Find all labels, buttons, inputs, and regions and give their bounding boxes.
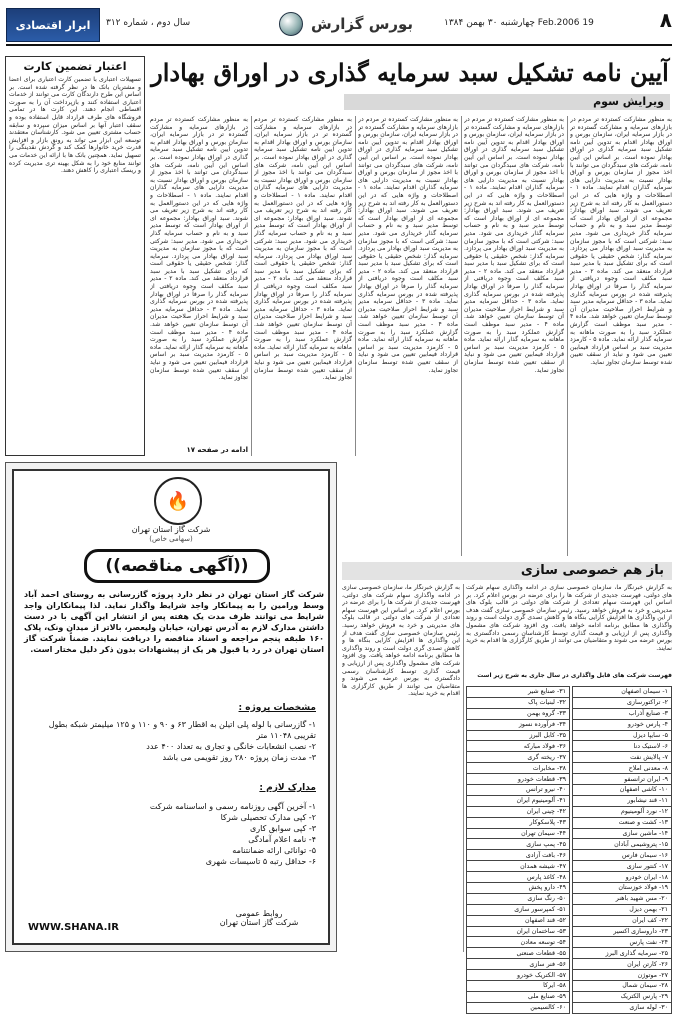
company-name-cell: ۸- معدنی املاح (573, 763, 672, 774)
ad-doc-item: ۵- توانائی ارائه ضمانتنامه (232, 846, 316, 855)
table-row (467, 774, 570, 785)
ad-doc-item: ۳- کپی سوابق کاری (249, 824, 316, 833)
company-name-cell: ۷- پالایش نفت (573, 752, 672, 763)
gas-company-logo-icon: 🔥 (154, 477, 202, 525)
company-name-cell: ۴۱- آلومینیوم ایران (467, 795, 570, 806)
table-row (467, 959, 570, 970)
company-name-cell: ۹- ایران ترانسفو (573, 774, 672, 785)
table-row (573, 763, 672, 774)
ad-spec-item: ۲- نصب انشعابات خانگی و تجاری به تعداد ۴۰۰ عدد (146, 742, 316, 751)
company-name-cell: ۵- سایپا دیزل (573, 730, 672, 741)
article-column: به منظور مشارکت کسترده تر مردم در بازارهای سرمایه و مشارکت گسترده تر در بازار سرمایه ایران، سازمان بورس و اوراق بهادار اقدام به تدوین آیین نامه تشکیل سبد سرمایه گذاری در اوراق بهادار نموده است. بر اساس این آیین نامه، شرکت های سبدگردان می توانند با اخذ مجوز از سازمان بورس و اوراق بهادار نسبت به مدیریت دارایی های سرمایه گذاران اقدام نمایند. ماده ۱ - اصطلاحات و واژه هایی که در این دستورالعمل به کار رفته اند به شرح زیر تعریف می شوند. سبد اوراق بهادار: مجموعه ای از اوراق بهادار است که توسط مدیر سبد و به نام و حساب سرمایه گذار خریداری می شود. مدیر سبد: شرکتی است که با مجوز سازمان به مدیریت سبد اوراق بهادار می پردازد. سرمایه گذار: شخص حقیقی یا حقوقی است که برای تشکیل سبد با مدیر سبد قرارداد منعقد می کند. ماده ۲ - مدیر سبد مکلف است وجوه دریافتی از سرمایه گذار را صرفاً در اوراق بهادار پذیرفته شده در بورس سرمایه گذاری نماید. ماده ۳ - حداقل سرمایه مدیر سبد و شرایط احراز صلاحیت مدیران آن توسط سازمان تعیین خواهد شد. ماده ۴ - مدیر سبد موظف است گزارش عملکرد سبد را به صورت ماهانه به سرمایه گذار ارائه نماید. ماده ۵ - کارمزد مدیریت سبد بر اساس قرارداد فیمابین تعیین می شود و نباید از سقف تعیین شده توسط سازمان تجاوز نماید. (254, 116, 352, 382)
company-name-cell: ۳۵- کابل البرز (467, 730, 570, 741)
company-name-cell: ۳- صنایع آذراب (573, 708, 672, 719)
table-row (573, 991, 672, 1002)
table-row (467, 883, 570, 894)
table-row (573, 817, 672, 828)
company-name-cell: ۴۶- بافت آزادی (467, 850, 570, 861)
company-name-cell: ۳۱- صنایع شیر (467, 687, 570, 698)
table-row (573, 697, 672, 708)
table-row (573, 719, 672, 730)
ad-doc-item: ۲- کپی مدارک تحصیلی شرکا (220, 813, 316, 822)
table-row (467, 926, 570, 937)
company-name-cell: ۴۳- پلاسکوکار (467, 817, 570, 828)
header-divider (6, 44, 672, 46)
company-name-cell: ۱- سیمان اصفهان (573, 687, 672, 698)
column-divider (355, 116, 356, 456)
header-date (444, 18, 594, 28)
table-row (467, 719, 570, 730)
table-row (467, 937, 570, 948)
sidebar-body: تسهیلات اعتباری با تضمین کارت اعتباری برای اعضا و مشتریان بانک ها در نظر گرفته شده است. بر اساس این طرح دارندگان کارت می توانند از خدمات اعتباری استفاده کنند و بازپرداخت آن را به صورت اقساطی انجام دهند. این کارت ها در تمامی فروشگاه های طرف قرارداد قابل استفاده بوده و سقف اعتبار آنها بر اساس میزان سپرده و سابقه حساب مشتری تعیین می شود. کارشناسان معتقدند توسعه این ابزار می تواند به رونق بازار و افزایش قدرت خرید خانوارها کمک کند و گردش نقدینگی را تسهیل نماید. همچنین بانک ها با ارائه این خدمات می توانند منابع خود را به شکل بهینه تری مدیریت کرده و ریسک اعتباری را کاهش دهند. (9, 76, 141, 175)
company-name-cell: ۲- تراکتورسازی (573, 697, 672, 708)
company-name-cell: ۴۹- دارو پخش (467, 883, 570, 894)
ad-pr-line: روابط عمومی (235, 909, 283, 918)
sidebar-title: اعتبار تضمین کارت (23, 60, 127, 73)
table-row (573, 785, 672, 796)
company-name-cell: ۱۸- ایران خودرو (573, 872, 672, 883)
table-row (573, 926, 672, 937)
ad-spec-title: مشخصات پروژه : (238, 703, 316, 713)
company-list-left (466, 686, 570, 1014)
table-row (573, 850, 672, 861)
table-row (467, 785, 570, 796)
column-divider (567, 116, 568, 556)
company-name-cell: ۵۱- کمپرسور سازی (467, 904, 570, 915)
company-name-cell: ۱۲- نورد آلومینیوم (573, 806, 672, 817)
ad-spec-item: ۱- گازرسانی با لوله پلی اتیلن به اقطار ۶۳ و ۹۰ و ۱۱۰ و ۱۲۵ میلیمتر شبکه بطول تقریبی ۱۱۰۴۸ متر (48, 720, 316, 740)
column-divider (463, 584, 464, 952)
ad-frame (12, 469, 330, 945)
sidebar-box (5, 56, 145, 456)
company-name-cell: ۵۶- فنر سازی (467, 959, 570, 970)
company-name-cell: ۲۵- سرمایه گذاری البرز (573, 948, 672, 959)
ad-body: شرکت گاز استان تهران در نظر دارد پروژه گازرسانی به روستای احمد آباد وسط ورامین را به پیمانکار واجد شرایط واگذار نماید. لذا پیمانکاران واجد شرایط می توانند ظرف مدت یک هفته پس از انتشار این آگهی با در دست داشتن مدارک لازم به آدرس تهران، خیابان ولیعصر، بالاتر از میدان ونک، پلاک ۱۶۰ طبقه پنجم مراجعه و اسناد مناقصه را دریافت نمایند. ضمناً شرکت گاز استان تهران در رد یا قبول هر یک از پیشنهادات بدون ذکر دلیل مختار است. (24, 590, 324, 654)
table-row (573, 904, 672, 915)
company-name-cell: ۵۸- ایرکا (467, 981, 570, 992)
table-row (467, 752, 570, 763)
ad-website: WWW.SHANA.IR (28, 922, 119, 933)
company-name-cell: ۴۵- پمپ سازی (467, 839, 570, 850)
table-row (573, 937, 672, 948)
company-name-cell: ۵۲- قند اصفهان (467, 915, 570, 926)
company-name-cell: ۱۱- قند نیشابور (573, 795, 672, 806)
table-row (573, 959, 672, 970)
ad-company-name: شرکت گاز استان تهران (131, 525, 211, 534)
company-name-cell: ۲۰- مس شهید باهنر (573, 893, 672, 904)
table-row (467, 687, 570, 698)
company-list-right (572, 686, 672, 1014)
table-row (573, 687, 672, 698)
table-row (467, 893, 570, 904)
table-row (467, 697, 570, 708)
table-row (467, 850, 570, 861)
article-subtitle: ویرایش سوم (344, 94, 670, 110)
company-name-cell: ۴- پارس خودرو (573, 719, 672, 730)
table-row (467, 861, 570, 872)
company-name-cell: ۴۴- سیمان تهران (467, 828, 570, 839)
table-row (573, 948, 672, 959)
table-row (467, 817, 570, 828)
table-row (573, 839, 672, 850)
table-row (573, 708, 672, 719)
company-name-cell: ۱۷- کنتور سازی (573, 861, 672, 872)
company-name-cell: ۶۰- کالسیمین (467, 1002, 570, 1013)
table-row (467, 839, 570, 850)
company-name-cell: ۴۲- چینی ایران (467, 806, 570, 817)
article-column: به منظور مشارکت کسترده تر مردم در بازارهای سرمایه و مشارکت گسترده تر در بازار سرمایه ایران، سازمان بورس و اوراق بهادار اقدام به تدوین آیین نامه تشکیل سبد سرمایه گذاری در اوراق بهادار نموده است. بر اساس این آیین نامه، شرکت های سبدگردان می توانند با اخذ مجوز از سازمان بورس و اوراق بهادار نسبت به مدیریت دارایی های سرمایه گذاران اقدام نمایند. ماده ۱ - اصطلاحات و واژه هایی که در این دستورالعمل به کار رفته اند به شرح زیر تعریف می شوند. سبد اوراق بهادار: مجموعه ای از اوراق بهادار است که توسط مدیر سبد و به نام و حساب سرمایه گذار خریداری می شود. مدیر سبد: شرکتی است که با مجوز سازمان به مدیریت سبد اوراق بهادار می پردازد. سرمایه گذار: شخص حقیقی یا حقوقی است که برای تشکیل سبد با مدیر سبد قرارداد منعقد می کند. ماده ۲ - مدیر سبد مکلف است وجوه دریافتی از سرمایه گذار را صرفاً در اوراق بهادار پذیرفته شده در بورس سرمایه گذاری نماید. ماده ۳ - حداقل سرمایه مدیر سبد و شرایط احراز صلاحیت مدیران آن توسط سازمان تعیین خواهد شد. ماده ۴ - مدیر سبد موظف است گزارش عملکرد سبد را به صورت ماهانه به سرمایه گذار ارائه نماید. ماده ۵ - کارمزد مدیریت سبد بر اساس قرارداد فیمابین تعیین می شود و نباید از سقف تعیین شده توسط سازمان تجاوز نماید. (464, 116, 564, 374)
company-name-cell: ۵۰- رنگ سازی (467, 893, 570, 904)
table-row (573, 861, 672, 872)
table-row (467, 981, 570, 992)
company-name-cell: ۴۰- نیرو ترانس (467, 785, 570, 796)
table-row (467, 795, 570, 806)
company-name-cell: ۵۵- قطعات صنعتی (467, 948, 570, 959)
section-title (266, 10, 426, 38)
ad-company-type: (سهامی خاص) (149, 535, 193, 543)
table-row (467, 708, 570, 719)
company-name-cell: ۵۹- صنایع ملی (467, 991, 570, 1002)
table-row (467, 872, 570, 883)
company-name-cell: ۱۴- ماشین سازی (573, 828, 672, 839)
company-name-cell: ۲۹- پارس الکتریک (573, 991, 672, 1002)
company-name-cell: ۵۳- ساختمان ایران (467, 926, 570, 937)
table-row (573, 730, 672, 741)
ad-pr-line: شرکت گاز استان تهران (219, 918, 299, 927)
table-row (573, 752, 672, 763)
company-name-cell: ۱۵- پتروشیمی آبادان (573, 839, 672, 850)
company-name-cell: ۳۴- فرآورده نسوز (467, 719, 570, 730)
company-name-cell: ۴۸- کاغذ پارس (467, 872, 570, 883)
table-row (467, 1002, 570, 1013)
table-row (573, 981, 672, 992)
table-row (467, 741, 570, 752)
company-name-cell: ۵۴- توسعه معادن (467, 937, 570, 948)
table-row (573, 970, 672, 981)
ad-banner: ((آگهی مناقصه)) (84, 549, 270, 583)
ad-spec-item: ۳- مدت زمان پروژه ۲۸۰ روز تقویمی می باشد (162, 753, 316, 762)
table-row (467, 970, 570, 981)
table-row (573, 795, 672, 806)
article-column: به منظور مشارکت کسترده تر مردم در بازارهای سرمایه و مشارکت گسترده تر در بازار سرمایه ایران، سازمان بورس و اوراق بهادار اقدام به تدوین آیین نامه تشکیل سبد سرمایه گذاری در اوراق بهادار نموده است. بر اساس این آیین نامه، شرکت های سبدگردان می توانند با اخذ مجوز از سازمان بورس و اوراق بهادار نسبت به مدیریت دارایی های سرمایه گذاران اقدام نمایند. ماده ۱ - اصطلاحات و واژه هایی که در این دستورالعمل به کار رفته اند به شرح زیر تعریف می شوند. سبد اوراق بهادار: مجموعه ای از اوراق بهادار است که توسط مدیر سبد و به نام و حساب سرمایه گذار خریداری می شود. مدیر سبد: شرکتی است که با مجوز سازمان به مدیریت سبد اوراق بهادار می پردازد. سرمایه گذار: شخص حقیقی یا حقوقی است که برای تشکیل سبد با مدیر سبد قرارداد منعقد می کند. ماده ۲ - مدیر سبد مکلف است وجوه دریافتی از سرمایه گذار را صرفاً در اوراق بهادار پذیرفته شده در بورس سرمایه گذاری نماید. ماده ۳ - حداقل سرمایه مدیر سبد و شرایط احراز صلاحیت مدیران آن توسط سازمان تعیین خواهد شد. ماده ۴ - مدیر سبد موظف است گزارش عملکرد سبد را به صورت ماهانه به سرمایه گذار ارائه نماید. ماده ۵ - کارمزد مدیریت سبد بر اساس قرارداد فیمابین تعیین می شود و نباید از سقف تعیین شده توسط سازمان تجاوز نماید. (358, 116, 458, 374)
ad-docs-title: مدارک لازم : (259, 783, 316, 793)
table-row (467, 915, 570, 926)
table-row (467, 991, 570, 1002)
company-name-cell: ۲۴- نفت پارس (573, 937, 672, 948)
article-column: به منظور مشارکت کسترده تر مردم در بازارهای سرمایه و مشارکت گسترده تر در بازار سرمایه ایران، سازمان بورس و اوراق بهادار اقدام به تدوین آیین نامه تشکیل سبد سرمایه گذاری در اوراق بهادار نموده است. بر اساس این آیین نامه، شرکت های سبدگردان می توانند با اخذ مجوز از سازمان بورس و اوراق بهادار نسبت به مدیریت دارایی های سرمایه گذاران اقدام نمایند. ماده ۱ - اصطلاحات و واژه هایی که در این دستورالعمل به کار رفته اند به شرح زیر تعریف می شوند. سبد اوراق بهادار: مجموعه ای از اوراق بهادار است که توسط مدیر سبد و به نام و حساب سرمایه گذار خریداری می شود. مدیر سبد: شرکتی است که با مجوز سازمان به مدیریت سبد اوراق بهادار می پردازد. سرمایه گذار: شخص حقیقی یا حقوقی است که برای تشکیل سبد با مدیر سبد قرارداد منعقد می کند. ماده ۲ - مدیر سبد مکلف است وجوه دریافتی از سرمایه گذار را صرفاً در اوراق بهادار پذیرفته شده در بورس سرمایه گذاری نماید. ماده ۳ - حداقل سرمایه مدیر سبد و شرایط احراز صلاحیت مدیران آن توسط سازمان تعیین خواهد شد. ماده ۴ - مدیر سبد موظف است گزارش عملکرد سبد را به صورت ماهانه به سرمایه گذار ارائه نماید. ماده ۵ - کارمزد مدیریت سبد بر اساس قرارداد فیمابین تعیین می شود و نباید از سقف تعیین شده توسط سازمان تجاوز نماید. (150, 116, 248, 382)
date-persian: چهارشنبه ۳۰ بهمن ۱۳۸۴ (444, 18, 535, 28)
company-name-cell: ۳۹- قطعات خودرو (467, 774, 570, 785)
company-name-cell: ۲۸- سیمان شمال (573, 981, 672, 992)
article2-column: به گزارش خبرنگار ما، سازمان خصوصی سازی در ادامه واگذاری سهام شرکت های دولتی، فهرست جدیدی از شرکت ها را برای عرضه در بورس اعلام کرد. بر اساس این فهرست سهام تعدادی از شرکت های دولتی در قالب بلوک های مدیریتی و خرد به فروش خواهد رسید. رئیس سازمان خصوصی سازی گفت هدف از این واگذاری ها افزایش کارایی بنگاه ها و کاهش تصدی گری دولت است و روند واگذاری ها مطابق برنامه ادامه خواهد یافت. وی افزود شرکت های مشمول واگذاری پس از ارزیابی و قیمت گذاری توسط کارشناسان رسمی دادگستری به بورس عرضه می شوند و متقاضیان می توانند از طریق کارگزاری ها اقدام به خرید نمایند. (466, 584, 672, 652)
table-row (467, 948, 570, 959)
table-row (573, 828, 672, 839)
date-gregorian: 19 Feb.2006 (537, 18, 594, 28)
company-name-cell: ۵۷- الکتریک خودرو (467, 970, 570, 981)
page-number: ۸ (659, 8, 672, 32)
ad-docs-list (36, 801, 316, 867)
column-divider (461, 116, 462, 556)
table-row (467, 763, 570, 774)
company-name-cell: ۱۳- کشت و صنعت (573, 817, 672, 828)
globe-icon (279, 12, 303, 36)
company-name-cell: ۳۰- لوله سازی (573, 1002, 672, 1013)
table-row (573, 1002, 672, 1013)
section-label: بورس گزارش (310, 15, 414, 33)
company-name-cell: ۱۶- سیمان فارس (573, 850, 672, 861)
company-name-cell: ۲۳- داروسازی اکسیر (573, 926, 672, 937)
ad-public-relations (204, 909, 314, 927)
continued-note: ادامه در صفحه ۱۷ (186, 446, 248, 454)
table-row (573, 872, 672, 883)
ad-doc-item: ۱- آخرین آگهی روزنامه رسمی و اساسنامه شرکت (149, 802, 316, 811)
table-row (573, 883, 672, 894)
company-name-cell: ۱۹- فولاد خوزستان (573, 883, 672, 894)
company-name-cell: ۳۷- ریخته گری (467, 752, 570, 763)
table-row (573, 893, 672, 904)
table-row (573, 774, 672, 785)
article-column: به منظور مشارکت کسترده تر مردم در بازارهای سرمایه و مشارکت گسترده تر در بازار سرمایه ایران، سازمان بورس و اوراق بهادار اقدام به تدوین آیین نامه تشکیل سبد سرمایه گذاری در اوراق بهادار نموده است. بر اساس این آیین نامه، شرکت های سبدگردان می توانند با اخذ مجوز از سازمان بورس و اوراق بهادار نسبت به مدیریت دارایی های سرمایه گذاران اقدام نمایند. ماده ۱ - اصطلاحات و واژه هایی که در این دستورالعمل به کار رفته اند به شرح زیر تعریف می شوند. سبد اوراق بهادار: مجموعه ای از اوراق بهادار است که توسط مدیر سبد و به نام و حساب سرمایه گذار خریداری می شود. مدیر سبد: شرکتی است که با مجوز سازمان به مدیریت سبد اوراق بهادار می پردازد. سرمایه گذار: شخص حقیقی یا حقوقی است که برای تشکیل سبد با مدیر سبد قرارداد منعقد می کند. ماده ۲ - مدیر سبد مکلف است وجوه دریافتی از سرمایه گذار را صرفاً در اوراق بهادار پذیرفته شده در بورس سرمایه گذاری نماید. ماده ۳ - حداقل سرمایه مدیر سبد و شرایط احراز صلاحیت مدیران آن توسط سازمان تعیین خواهد شد. ماده ۴ - مدیر سبد موظف است گزارش عملکرد سبد را به صورت ماهانه به سرمایه گذار ارائه نماید. ماده ۵ - کارمزد مدیریت سبد بر اساس قرارداد فیمابین تعیین می شود و نباید از سقف تعیین شده توسط سازمان تجاوز نماید. (570, 116, 672, 366)
ad-doc-item: ۶- حداقل رتبه ۵ تاسیسات شهری (205, 857, 316, 866)
table-row (467, 730, 570, 741)
newspaper-logo: ابرار اقتصادی (6, 8, 100, 42)
company-name-cell: ۲۶- کارتن ایران (573, 959, 672, 970)
company-name-cell: ۲۷- موتوژن (573, 970, 672, 981)
company-list-heading: فهرست شرکت های قابل واگذاری در سال جاری به شرح زیر است (477, 672, 672, 679)
table-row (573, 915, 672, 926)
issue-info: سال دوم ، شماره ۳۱۲ (106, 18, 191, 28)
table-row (467, 806, 570, 817)
table-row (573, 806, 672, 817)
ad-doc-item: ۴- نامه اعلام آمادگی (248, 835, 316, 844)
company-name-cell: ۳۸- مخابرات (467, 763, 570, 774)
company-name-cell: ۶- لاستیک دنا (573, 741, 672, 752)
table-row (573, 741, 672, 752)
article-title: آیین نامه تشکیل سبد سرمایه گذاری در اوراق بهادار (151, 58, 669, 87)
column-divider (251, 116, 252, 456)
company-name-cell: ۳۲- لبنیات پاک (467, 697, 570, 708)
company-name-cell: ۲۱- بهمن دیزل (573, 904, 672, 915)
company-name-cell: ۳۶- فولاد مبارکه (467, 741, 570, 752)
table-row (467, 904, 570, 915)
tender-advertisement (5, 462, 337, 952)
company-name-cell: ۱۰- کاشی اصفهان (573, 785, 672, 796)
company-name-cell: ۲۲- کف ایران (573, 915, 672, 926)
company-name-cell: ۳۳- گروه بهمن (467, 708, 570, 719)
page-header (6, 4, 672, 48)
ad-spec-list (36, 719, 316, 763)
table-row (467, 828, 570, 839)
article2-column: به گزارش خبرنگار ما، سازمان خصوصی سازی در ادامه واگذاری سهام شرکت های دولتی، فهرست جدیدی از شرکت ها را برای عرضه در بورس اعلام کرد. بر اساس این فهرست سهام تعدادی از شرکت های دولتی در قالب بلوک های مدیریتی و خرد به فروش خواهد رسید. رئیس سازمان خصوصی سازی گفت هدف از این واگذاری ها افزایش کارایی بنگاه ها و کاهش تصدی گری دولت است و روند واگذاری ها مطابق برنامه ادامه خواهد یافت. وی افزود شرکت های مشمول واگذاری پس از ارزیابی و قیمت گذاری توسط کارشناسان رسمی دادگستری به بورس عرضه می شوند و متقاضیان می توانند از طریق کارگزاری ها اقدام به خرید نمایند. (342, 584, 460, 698)
company-name-cell: ۴۷- شیشه همدان (467, 861, 570, 872)
article2-title: باز هم خصوصی سازی (342, 562, 672, 580)
